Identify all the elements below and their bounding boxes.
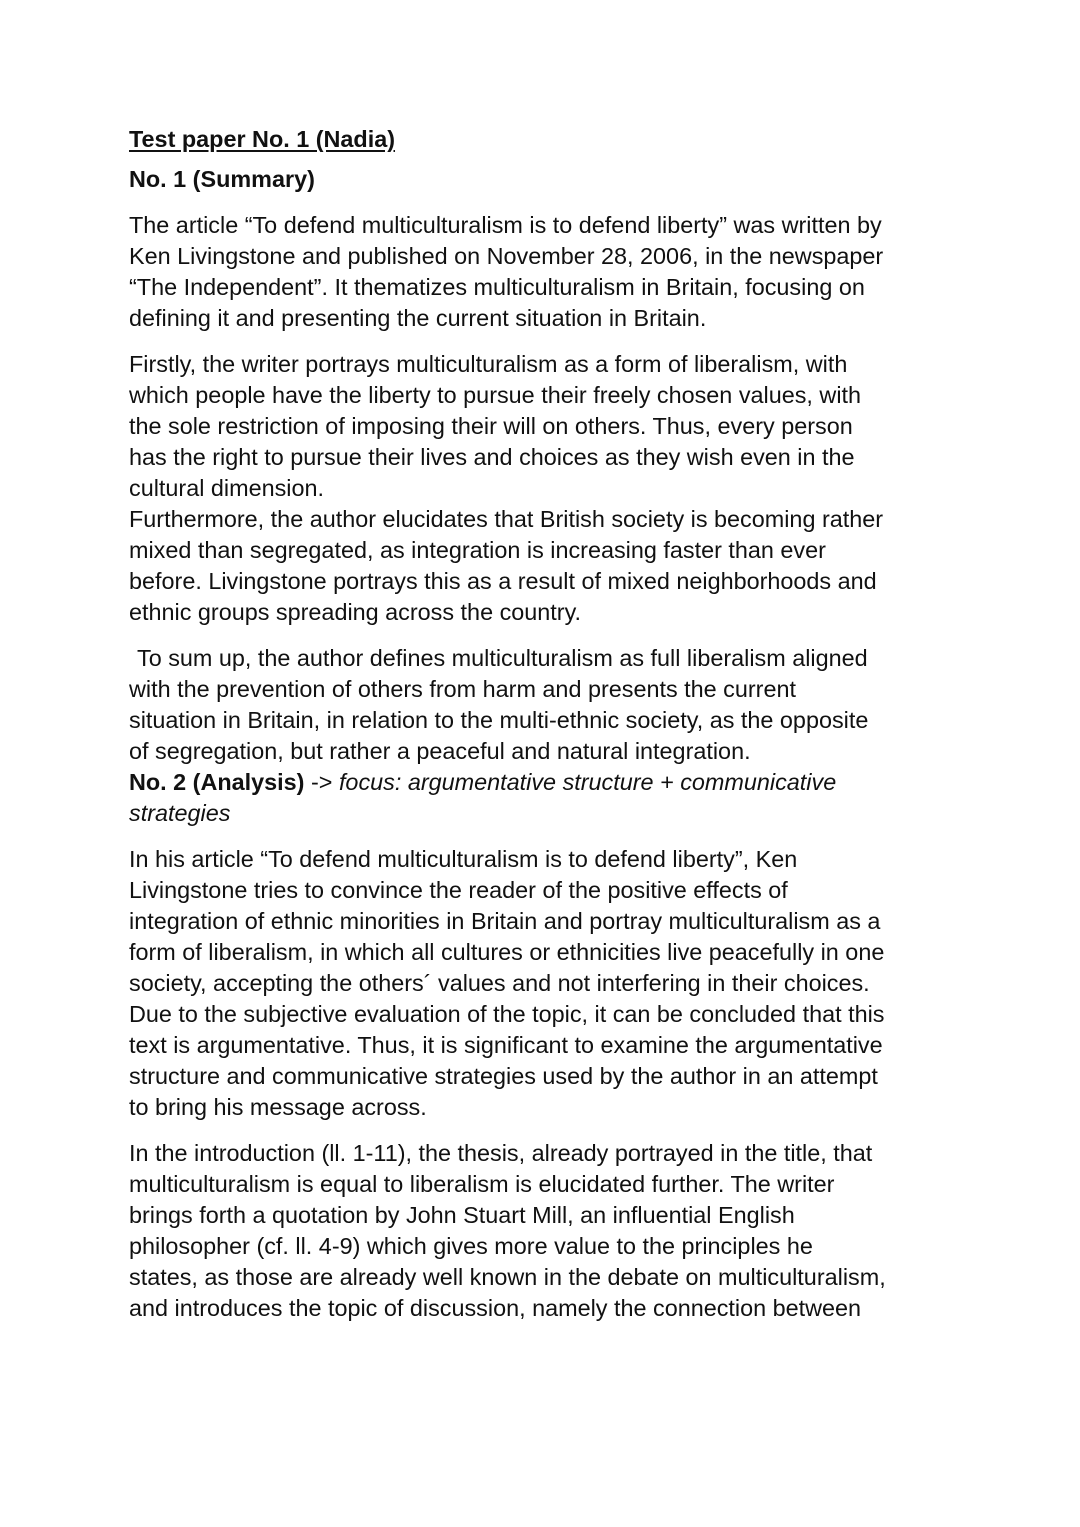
analysis-heading-focus: focus: argumentative structure + communicative (338, 769, 837, 795)
text-line: to bring his message across. (129, 1094, 427, 1120)
analysis-heading-focus-continued: strategies (129, 800, 231, 826)
analysis-paragraph-1 (129, 844, 964, 1123)
text-line: which people have the liberty to pursue their freely chosen values, with (129, 382, 862, 408)
text-line: “The Independent”. It thematizes multiculturalism in Britain, focusing on (129, 274, 865, 300)
text-line: Ken Livingstone and published on November 28, 2006, in the newspaper (129, 243, 884, 269)
text-line: integration of ethnic minorities in Britain and portray multiculturalism as a (129, 908, 881, 934)
text-line: and introduces the topic of discussion, namely the connection between (129, 1295, 862, 1321)
text-line: cultural dimension. (129, 475, 325, 501)
text-line: form of liberalism, in which all cultures or ethnicities live peacefully in one (129, 939, 885, 965)
text-line: ethnic groups spreading across the country. (129, 599, 582, 625)
text-line: mixed than segregated, as integration is increasing faster than ever (129, 537, 826, 563)
text-line: text is argumentative. Thus, it is significant to examine the argumentative (129, 1032, 883, 1058)
document-page (129, 124, 964, 1324)
text-line: philosopher (cf. ll. 4-9) which gives more value to the principles he (129, 1233, 813, 1259)
text-line: defining it and presenting the current situation in Britain. (129, 305, 707, 331)
text-line: In his article “To defend multiculturalism is to defend liberty”, Ken (129, 846, 798, 872)
text-line: The article “To defend multiculturalism is to defend liberty” was written by (129, 212, 882, 238)
text-line: the sole restriction of imposing their will on others. Thus, every person (129, 413, 853, 439)
analysis-heading-bold: No. 2 (Analysis) (129, 769, 305, 795)
text-line: brings forth a quotation by John Stuart Mill, an influential English (129, 1202, 795, 1228)
text-line: states, as those are already well known in the debate on multiculturalism, (129, 1264, 886, 1290)
summary-paragraph-1 (129, 210, 964, 334)
analysis-paragraph-2 (129, 1138, 964, 1324)
text-line: society, accepting the others´ values and not interfering in their choices. (129, 970, 870, 996)
document-title: Test paper No. 1 (Nadia) (129, 126, 396, 152)
text-line: has the right to pursue their lives and choices as they wish even in the (129, 444, 855, 470)
text-line: before. Livingstone portrays this as a result of mixed neighborhoods and (129, 568, 877, 594)
summary-paragraph-3-continued (129, 674, 964, 767)
text-line: To sum up, the author defines multiculturalism as full liberalism aligned (137, 645, 868, 671)
text-line: Livingstone tries to convince the reader of the positive effects of (129, 877, 788, 903)
text-line: Firstly, the writer portrays multiculturalism as a form of liberalism, with (129, 351, 848, 377)
text-line: Furthermore, the author elucidates that British society is becoming rather (129, 506, 884, 532)
summary-heading: No. 1 (Summary) (129, 166, 315, 192)
text-line: Due to the subjective evaluation of the topic, it can be concluded that this (129, 1001, 885, 1027)
analysis-heading-line-1 (129, 767, 964, 798)
text-line: In the introduction (ll. 1-11), the thesis, already portrayed in the title, that (129, 1140, 873, 1166)
analysis-heading-arrow: -> (304, 769, 339, 795)
text-line: structure and communicative strategies used by the author in an attempt (129, 1063, 878, 1089)
summary-paragraph-3 (129, 643, 964, 674)
text-line: of segregation, but rather a peaceful and natural integration. (129, 738, 751, 764)
text-line: situation in Britain, in relation to the multi-ethnic society, as the opposite (129, 707, 869, 733)
summary-paragraph-2 (129, 349, 964, 628)
text-line: multiculturalism is equal to liberalism is elucidated further. The writer (129, 1171, 835, 1197)
text-line: with the prevention of others from harm and presents the current (129, 676, 796, 702)
analysis-heading (129, 767, 964, 829)
